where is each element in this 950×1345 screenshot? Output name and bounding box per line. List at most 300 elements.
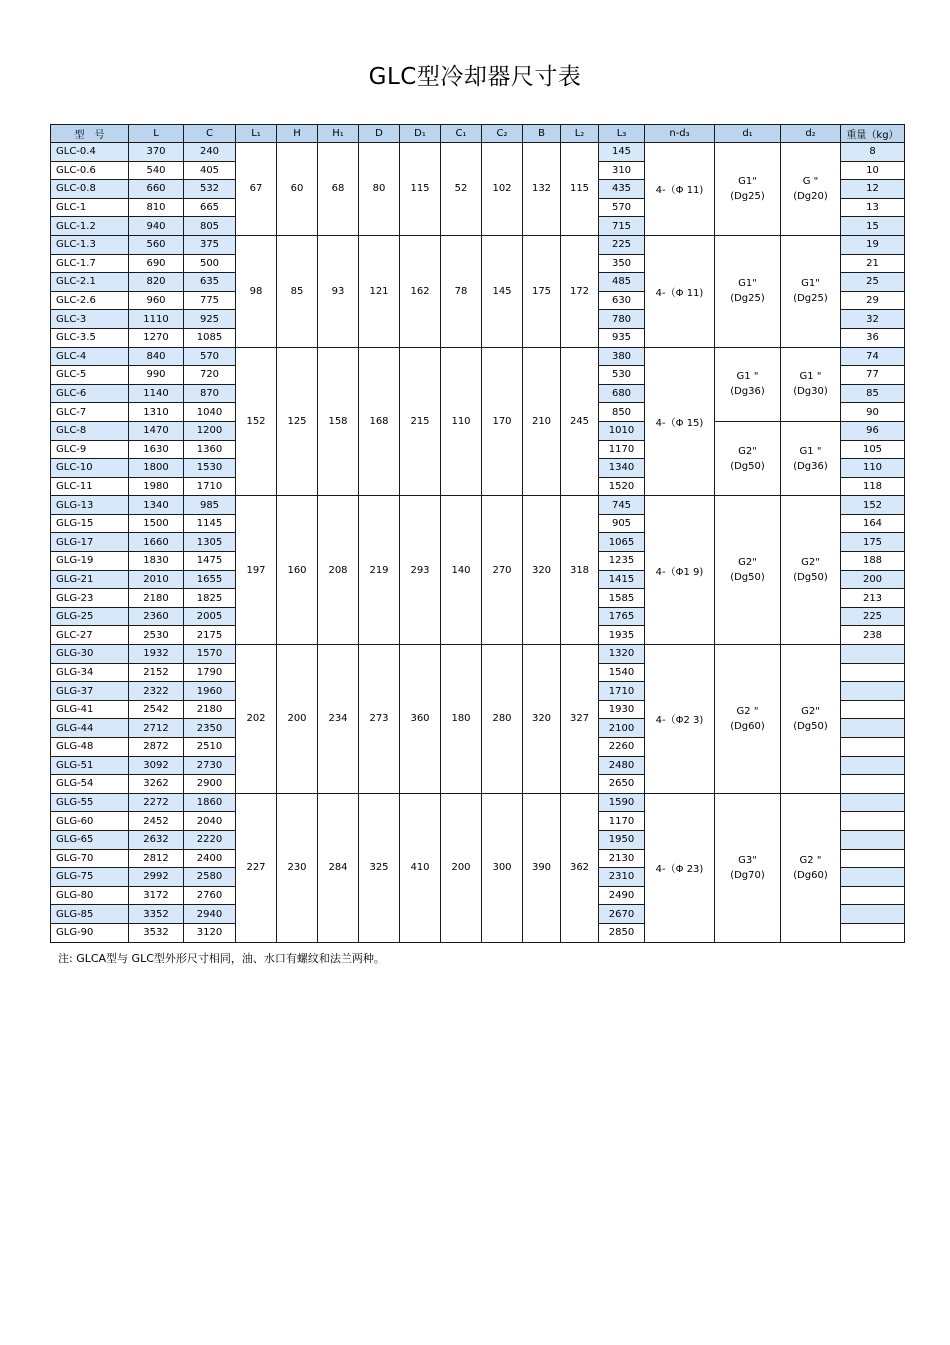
model-cell: GLG-51 <box>51 756 129 775</box>
shared-dimension-cell: 80 <box>359 143 400 236</box>
c-cell: 2180 <box>184 700 236 719</box>
d2-pipe-cell <box>781 143 841 236</box>
l3-cell: 1590 <box>599 793 645 812</box>
shared-dimension-cell: 202 <box>236 645 277 794</box>
d2-pipe-cell <box>781 645 841 794</box>
l-cell: 2152 <box>129 663 184 682</box>
shared-dimension-cell: 93 <box>318 235 359 347</box>
shared-dimension-cell: 160 <box>277 496 318 645</box>
l3-cell: 2260 <box>599 738 645 757</box>
shared-dimension-cell: 320 <box>523 496 561 645</box>
shared-dimension-cell: 284 <box>318 793 359 942</box>
l-cell: 1340 <box>129 496 184 515</box>
d2-pipe-cell <box>781 793 841 942</box>
bolt-holes-cell: 4-（Φ1 9) <box>645 496 715 645</box>
l-cell: 810 <box>129 198 184 217</box>
shared-dimension-cell: 52 <box>441 143 482 236</box>
d1-pipe-cell <box>715 793 781 942</box>
shared-dimension-cell: 67 <box>236 143 277 236</box>
shared-dimension-cell: 121 <box>359 235 400 347</box>
l3-cell: 2490 <box>599 886 645 905</box>
l3-cell: 1950 <box>599 830 645 849</box>
model-cell: GLC-2.1 <box>51 273 129 292</box>
shared-dimension-cell: 98 <box>236 235 277 347</box>
model-cell: GLG-37 <box>51 682 129 701</box>
table-row <box>51 645 905 664</box>
c-cell: 1960 <box>184 682 236 701</box>
model-cell: GLG-19 <box>51 552 129 571</box>
shared-dimension-cell: 230 <box>277 793 318 942</box>
d2-thread: G " <box>802 175 819 187</box>
model-cell: GLG-41 <box>51 700 129 719</box>
header-cell: H <box>277 125 318 143</box>
d2-nominal-size: (Dg30) <box>793 386 828 398</box>
c-cell: 1570 <box>184 645 236 664</box>
d1-nominal-size: (Dg25) <box>730 293 765 305</box>
l3-cell: 1520 <box>599 477 645 496</box>
c-cell: 870 <box>184 384 236 403</box>
l-cell: 540 <box>129 161 184 180</box>
model-cell: GLG-23 <box>51 589 129 608</box>
weight-cell: 74 <box>841 347 905 366</box>
l3-cell: 570 <box>599 198 645 217</box>
d1-pipe-cell <box>715 645 781 794</box>
weight-cell: 19 <box>841 235 905 254</box>
shared-dimension-cell: 410 <box>400 793 441 942</box>
shared-dimension-cell: 293 <box>400 496 441 645</box>
weight-cell: 105 <box>841 440 905 459</box>
d1-pipe-cell <box>715 421 781 495</box>
d1-pipe-cell <box>715 347 781 421</box>
l3-cell: 1415 <box>599 570 645 589</box>
d1-thread: G2" <box>738 445 757 457</box>
shared-dimension-cell: 158 <box>318 347 359 496</box>
shared-dimension-cell: 145 <box>482 235 523 347</box>
model-cell: GLC-5 <box>51 366 129 385</box>
d2-thread: G1" <box>801 278 820 290</box>
weight-cell <box>841 868 905 887</box>
c-cell: 925 <box>184 310 236 329</box>
l3-cell: 350 <box>599 254 645 273</box>
model-cell: GLC-0.8 <box>51 180 129 199</box>
weight-cell: 152 <box>841 496 905 515</box>
shared-dimension-cell: 125 <box>277 347 318 496</box>
shared-dimension-cell: 219 <box>359 496 400 645</box>
shared-dimension-cell: 215 <box>400 347 441 496</box>
weight-cell <box>841 645 905 664</box>
weight-cell <box>841 905 905 924</box>
l3-cell: 1710 <box>599 682 645 701</box>
l-cell: 2272 <box>129 793 184 812</box>
model-cell: GLG-13 <box>51 496 129 515</box>
weight-cell: 96 <box>841 421 905 440</box>
model-cell: GLG-48 <box>51 738 129 757</box>
d2-nominal-size: (Dg36) <box>793 460 828 472</box>
shared-dimension-cell: 227 <box>236 793 277 942</box>
c-cell: 3120 <box>184 923 236 942</box>
c-cell: 1040 <box>184 403 236 422</box>
page-title: GLC型冷却器尺寸表 <box>368 64 582 90</box>
shared-dimension-cell: 78 <box>441 235 482 347</box>
shared-dimension-cell: 245 <box>561 347 599 496</box>
d1-nominal-size: (Dg60) <box>730 720 765 732</box>
l-cell: 3262 <box>129 775 184 794</box>
header-cell: d₂ <box>781 125 841 143</box>
dimension-table <box>50 124 905 943</box>
weight-cell: 238 <box>841 626 905 645</box>
c-cell: 2005 <box>184 607 236 626</box>
l3-cell: 850 <box>599 403 645 422</box>
weight-cell: 32 <box>841 310 905 329</box>
shared-dimension-cell: 327 <box>561 645 599 794</box>
l-cell: 1660 <box>129 533 184 552</box>
header-cell: L₁ <box>236 125 277 143</box>
l-cell: 2712 <box>129 719 184 738</box>
weight-cell: 213 <box>841 589 905 608</box>
header-cell: D₁ <box>400 125 441 143</box>
d1-nominal-size: (Dg25) <box>730 190 765 202</box>
l-cell: 990 <box>129 366 184 385</box>
model-cell: GLC-11 <box>51 477 129 496</box>
l-cell: 690 <box>129 254 184 273</box>
d2-pipe-cell <box>781 235 841 347</box>
l3-cell: 1930 <box>599 700 645 719</box>
weight-cell <box>841 812 905 831</box>
l3-cell: 1540 <box>599 663 645 682</box>
l-cell: 1470 <box>129 421 184 440</box>
d1-nominal-size: (Dg50) <box>730 572 765 584</box>
d1-thread: G1" <box>738 175 757 187</box>
shared-dimension-cell: 172 <box>561 235 599 347</box>
d2-nominal-size: (Dg60) <box>793 869 828 881</box>
d2-nominal-size: (Dg50) <box>793 720 828 732</box>
model-cell: GLG-25 <box>51 607 129 626</box>
l3-cell: 1170 <box>599 812 645 831</box>
c-cell: 2760 <box>184 886 236 905</box>
l3-cell: 1065 <box>599 533 645 552</box>
l-cell: 2360 <box>129 607 184 626</box>
d2-pipe-cell <box>781 347 841 421</box>
d2-thread: G1 " <box>799 371 822 383</box>
d1-thread: G1" <box>738 278 757 290</box>
l-cell: 1310 <box>129 403 184 422</box>
l-cell: 1800 <box>129 459 184 478</box>
weight-cell: 188 <box>841 552 905 571</box>
c-cell: 375 <box>184 235 236 254</box>
header-cell: H₁ <box>318 125 359 143</box>
c-cell: 805 <box>184 217 236 236</box>
model-cell: GLC-3 <box>51 310 129 329</box>
l-cell: 2010 <box>129 570 184 589</box>
c-cell: 665 <box>184 198 236 217</box>
bolt-holes-cell: 4-（Φ 15) <box>645 347 715 496</box>
c-cell: 1360 <box>184 440 236 459</box>
d2-thread: G2" <box>801 557 820 569</box>
bolt-holes-cell: 4-（Φ2 3) <box>645 645 715 794</box>
shared-dimension-cell: 60 <box>277 143 318 236</box>
d2-nominal-size: (Dg25) <box>793 293 828 305</box>
l3-cell: 905 <box>599 514 645 533</box>
weight-cell: 29 <box>841 291 905 310</box>
model-cell: GLC-27 <box>51 626 129 645</box>
model-cell: GLC-1.3 <box>51 235 129 254</box>
shared-dimension-cell: 162 <box>400 235 441 347</box>
c-cell: 1860 <box>184 793 236 812</box>
shared-dimension-cell: 208 <box>318 496 359 645</box>
l3-cell: 485 <box>599 273 645 292</box>
c-cell: 2040 <box>184 812 236 831</box>
l3-cell: 2650 <box>599 775 645 794</box>
c-cell: 1145 <box>184 514 236 533</box>
model-cell: GLG-44 <box>51 719 129 738</box>
l-cell: 560 <box>129 235 184 254</box>
header-cell: C₁ <box>441 125 482 143</box>
weight-cell <box>841 793 905 812</box>
shared-dimension-cell: 318 <box>561 496 599 645</box>
header-row <box>51 125 905 143</box>
d1-pipe-cell <box>715 143 781 236</box>
weight-cell: 10 <box>841 161 905 180</box>
d2-thread: G1 " <box>799 445 822 457</box>
c-cell: 985 <box>184 496 236 515</box>
weight-cell <box>841 756 905 775</box>
model-cell: GLC-1.2 <box>51 217 129 236</box>
table-row <box>51 143 905 162</box>
l-cell: 2530 <box>129 626 184 645</box>
l-cell: 2992 <box>129 868 184 887</box>
weight-cell: 8 <box>841 143 905 162</box>
l-cell: 2542 <box>129 700 184 719</box>
shared-dimension-cell: 85 <box>277 235 318 347</box>
l3-cell: 310 <box>599 161 645 180</box>
c-cell: 570 <box>184 347 236 366</box>
weight-cell <box>841 849 905 868</box>
header-cell: 重量（kg） <box>841 125 905 143</box>
header-cell: L <box>129 125 184 143</box>
weight-cell: 77 <box>841 366 905 385</box>
d2-thread: G2 " <box>799 854 822 866</box>
model-cell: GLG-17 <box>51 533 129 552</box>
shared-dimension-cell: 175 <box>523 235 561 347</box>
weight-cell: 21 <box>841 254 905 273</box>
table-row <box>51 347 905 366</box>
shared-dimension-cell: 110 <box>441 347 482 496</box>
l-cell: 370 <box>129 143 184 162</box>
shared-dimension-cell: 210 <box>523 347 561 496</box>
c-cell: 2580 <box>184 868 236 887</box>
model-cell: GLC-6 <box>51 384 129 403</box>
shared-dimension-cell: 390 <box>523 793 561 942</box>
l-cell: 1932 <box>129 645 184 664</box>
model-cell: GLG-85 <box>51 905 129 924</box>
shared-dimension-cell: 200 <box>441 793 482 942</box>
l-cell: 1270 <box>129 328 184 347</box>
header-cell: B <box>523 125 561 143</box>
model-cell: GLC-4 <box>51 347 129 366</box>
shared-dimension-cell: 170 <box>482 347 523 496</box>
model-cell: GLG-54 <box>51 775 129 794</box>
weight-cell: 200 <box>841 570 905 589</box>
l3-cell: 2100 <box>599 719 645 738</box>
l3-cell: 2670 <box>599 905 645 924</box>
l-cell: 1500 <box>129 514 184 533</box>
shared-dimension-cell: 300 <box>482 793 523 942</box>
l-cell: 2632 <box>129 830 184 849</box>
weight-cell <box>841 775 905 794</box>
model-cell: GLG-60 <box>51 812 129 831</box>
weight-cell: 15 <box>841 217 905 236</box>
l3-cell: 145 <box>599 143 645 162</box>
l3-cell: 1340 <box>599 459 645 478</box>
l3-cell: 2130 <box>599 849 645 868</box>
weight-cell <box>841 663 905 682</box>
model-cell: GLC-9 <box>51 440 129 459</box>
shared-dimension-cell: 115 <box>561 143 599 236</box>
header-cell: 型 号 <box>51 125 129 143</box>
shared-dimension-cell: 152 <box>236 347 277 496</box>
model-cell: GLC-10 <box>51 459 129 478</box>
shared-dimension-cell: 180 <box>441 645 482 794</box>
l-cell: 940 <box>129 217 184 236</box>
d1-nominal-size: (Dg50) <box>730 460 765 472</box>
c-cell: 2400 <box>184 849 236 868</box>
d2-pipe-cell <box>781 496 841 645</box>
shared-dimension-cell: 68 <box>318 143 359 236</box>
weight-cell: 13 <box>841 198 905 217</box>
shared-dimension-cell: 102 <box>482 143 523 236</box>
footnote: 注: GLCA型与 GLC型外形尺寸相同，油、水口有螺纹和法兰两种。 <box>58 952 385 965</box>
l-cell: 960 <box>129 291 184 310</box>
shared-dimension-cell: 270 <box>482 496 523 645</box>
l-cell: 2812 <box>129 849 184 868</box>
weight-cell: 36 <box>841 328 905 347</box>
l-cell: 1110 <box>129 310 184 329</box>
c-cell: 1305 <box>184 533 236 552</box>
model-cell: GLC-0.4 <box>51 143 129 162</box>
c-cell: 1475 <box>184 552 236 571</box>
l3-cell: 680 <box>599 384 645 403</box>
d2-pipe-cell <box>781 421 841 495</box>
bolt-holes-cell: 4-（Φ 11) <box>645 143 715 236</box>
c-cell: 1530 <box>184 459 236 478</box>
weight-cell <box>841 719 905 738</box>
model-cell: GLG-90 <box>51 923 129 942</box>
table-row <box>51 496 905 515</box>
c-cell: 2175 <box>184 626 236 645</box>
model-cell: GLG-75 <box>51 868 129 887</box>
model-cell: GLC-1 <box>51 198 129 217</box>
l3-cell: 780 <box>599 310 645 329</box>
l3-cell: 380 <box>599 347 645 366</box>
d1-nominal-size: (Dg70) <box>730 869 765 881</box>
l3-cell: 745 <box>599 496 645 515</box>
l-cell: 2452 <box>129 812 184 831</box>
c-cell: 1655 <box>184 570 236 589</box>
l-cell: 2180 <box>129 589 184 608</box>
l-cell: 840 <box>129 347 184 366</box>
weight-cell: 110 <box>841 459 905 478</box>
weight-cell <box>841 923 905 942</box>
model-cell: GLG-55 <box>51 793 129 812</box>
shared-dimension-cell: 280 <box>482 645 523 794</box>
l-cell: 1630 <box>129 440 184 459</box>
model-cell: GLG-80 <box>51 886 129 905</box>
weight-cell: 164 <box>841 514 905 533</box>
c-cell: 1825 <box>184 589 236 608</box>
weight-cell: 225 <box>841 607 905 626</box>
model-cell: GLC-7 <box>51 403 129 422</box>
shared-dimension-cell: 362 <box>561 793 599 942</box>
l-cell: 3532 <box>129 923 184 942</box>
c-cell: 2940 <box>184 905 236 924</box>
table-body <box>51 143 905 943</box>
shared-dimension-cell: 140 <box>441 496 482 645</box>
l-cell: 3352 <box>129 905 184 924</box>
weight-cell <box>841 830 905 849</box>
l3-cell: 1010 <box>599 421 645 440</box>
shared-dimension-cell: 234 <box>318 645 359 794</box>
l-cell: 1140 <box>129 384 184 403</box>
c-cell: 1710 <box>184 477 236 496</box>
l3-cell: 2850 <box>599 923 645 942</box>
l3-cell: 1320 <box>599 645 645 664</box>
weight-cell: 85 <box>841 384 905 403</box>
d1-thread: G1 " <box>736 371 759 383</box>
l3-cell: 225 <box>599 235 645 254</box>
table-row <box>51 793 905 812</box>
table-row <box>51 235 905 254</box>
bolt-holes-cell: 4-（Φ 23) <box>645 793 715 942</box>
header-cell: D <box>359 125 400 143</box>
shared-dimension-cell: 168 <box>359 347 400 496</box>
bolt-holes-cell: 4-（Φ 11) <box>645 235 715 347</box>
d2-nominal-size: (Dg50) <box>793 572 828 584</box>
shared-dimension-cell: 325 <box>359 793 400 942</box>
model-cell: GLC-0.6 <box>51 161 129 180</box>
shared-dimension-cell: 132 <box>523 143 561 236</box>
l3-cell: 715 <box>599 217 645 236</box>
header-cell: C₂ <box>482 125 523 143</box>
model-cell: GLG-21 <box>51 570 129 589</box>
header-cell: L₃ <box>599 125 645 143</box>
c-cell: 532 <box>184 180 236 199</box>
l3-cell: 1935 <box>599 626 645 645</box>
model-cell: GLG-30 <box>51 645 129 664</box>
c-cell: 2350 <box>184 719 236 738</box>
c-cell: 1790 <box>184 663 236 682</box>
c-cell: 405 <box>184 161 236 180</box>
weight-cell: 25 <box>841 273 905 292</box>
weight-cell: 175 <box>841 533 905 552</box>
c-cell: 1085 <box>184 328 236 347</box>
l3-cell: 1170 <box>599 440 645 459</box>
l3-cell: 630 <box>599 291 645 310</box>
l-cell: 1980 <box>129 477 184 496</box>
l-cell: 820 <box>129 273 184 292</box>
l-cell: 3092 <box>129 756 184 775</box>
d1-nominal-size: (Dg36) <box>730 386 765 398</box>
weight-cell: 90 <box>841 403 905 422</box>
shared-dimension-cell: 200 <box>277 645 318 794</box>
shared-dimension-cell: 320 <box>523 645 561 794</box>
shared-dimension-cell: 197 <box>236 496 277 645</box>
l3-cell: 935 <box>599 328 645 347</box>
model-cell: GLC-1.7 <box>51 254 129 273</box>
header-cell: L₂ <box>561 125 599 143</box>
model-cell: GLG-65 <box>51 830 129 849</box>
model-cell: GLC-2.6 <box>51 291 129 310</box>
l3-cell: 530 <box>599 366 645 385</box>
